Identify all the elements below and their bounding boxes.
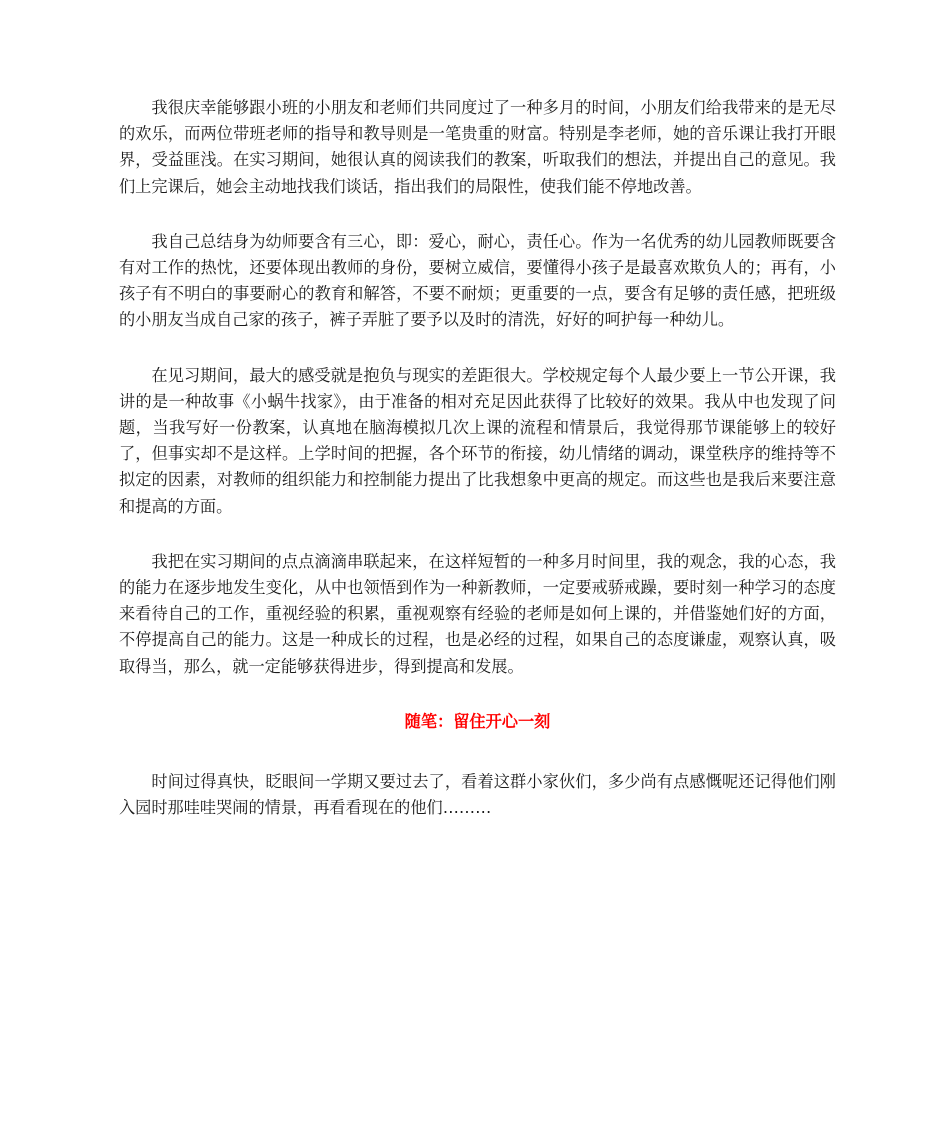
paragraph-open-class: 在见习期间，最大的感受就是抱负与现实的差距很大。学校规定每个人最少要上一节公开课，我讲的是一种故事《小蜗牛找家》，由于准备的相对充足因此获得了比较好的效果。我从中也发现了问题，当我写好一份教案，认真地在脑海模拟几次上课的流程和情景后，我觉得那节课能够上的较好了，但事实却不是这样。上学时间的把握，各个环节的衔接，幼儿情绪的调动，课堂秩序的维持等不拟定的因素，对教师的组织能力和控制能力提出了比我想象中更高的规定。而这些也是我后来要注意和提高的方面。 xyxy=(119,365,836,516)
paragraph-time-flies: 时间过得真快，眨眼间一学期又要过去了，看着这群小家伙们，多少尚有点感慨呢还记得他们刚入园时那哇哇哭闹的情景，再看看现在的他们……… xyxy=(119,771,836,818)
paragraph-internship-gratitude: 我很庆幸能够跟小班的小朋友和老师们共同度过了一种多月的时间，小朋友们给我带来的是无尽的欢乐，而两位带班老师的指导和教导则是一笔贵重的财富。特别是李老师，她的音乐课让我打开眼界，受益匪浅。在实习期间，她很认真的阅读我们的教案，听取我们的想法，并提出自己的意见。我们上完课后，她会主动地找我们谈话，指出我们的局限性，使我们能不停地改善。 xyxy=(119,98,836,196)
paragraph-three-hearts: 我自己总结身为幼师要含有三心，即：爱心，耐心，责任心。作为一名优秀的幼儿园教师既要含有对工作的热忱，还要体现出教师的身份，要树立威信，要懂得小孩子是最喜欢欺负人的；再有，小孩子有不明白的事要耐心的教育和解答，不要不耐烦；更重要的一点，要含有足够的责任感，把班级的小朋友当成自己家的孩子，裤子弄脏了要予以及时的清洗，好好的呵护每一种幼儿。 xyxy=(119,231,836,330)
document-body xyxy=(119,95,836,850)
essay-heading: 随笔：留住开心一刻 xyxy=(404,711,551,731)
paragraph-growth-reflection: 我把在实习期间的点点滴滴串联起来，在这样短暂的一种多月时间里，我的观念，我的心态，我的能力在逐步地发生变化，从中也领悟到作为一种新教师，一定要戒骄戒躁，要时刻一种学习的态度来看待自己的工作，重视经验的积累，重视观察有经验的老师是如何上课的，并借鉴她们好的方面，不停提高自己的能力。这是一种成长的过程，也是必经的过程，如果自己的态度谦虚，观察认真，吸取得当，那么，就一定能够获得进步，得到提高和发展。 xyxy=(119,551,836,676)
